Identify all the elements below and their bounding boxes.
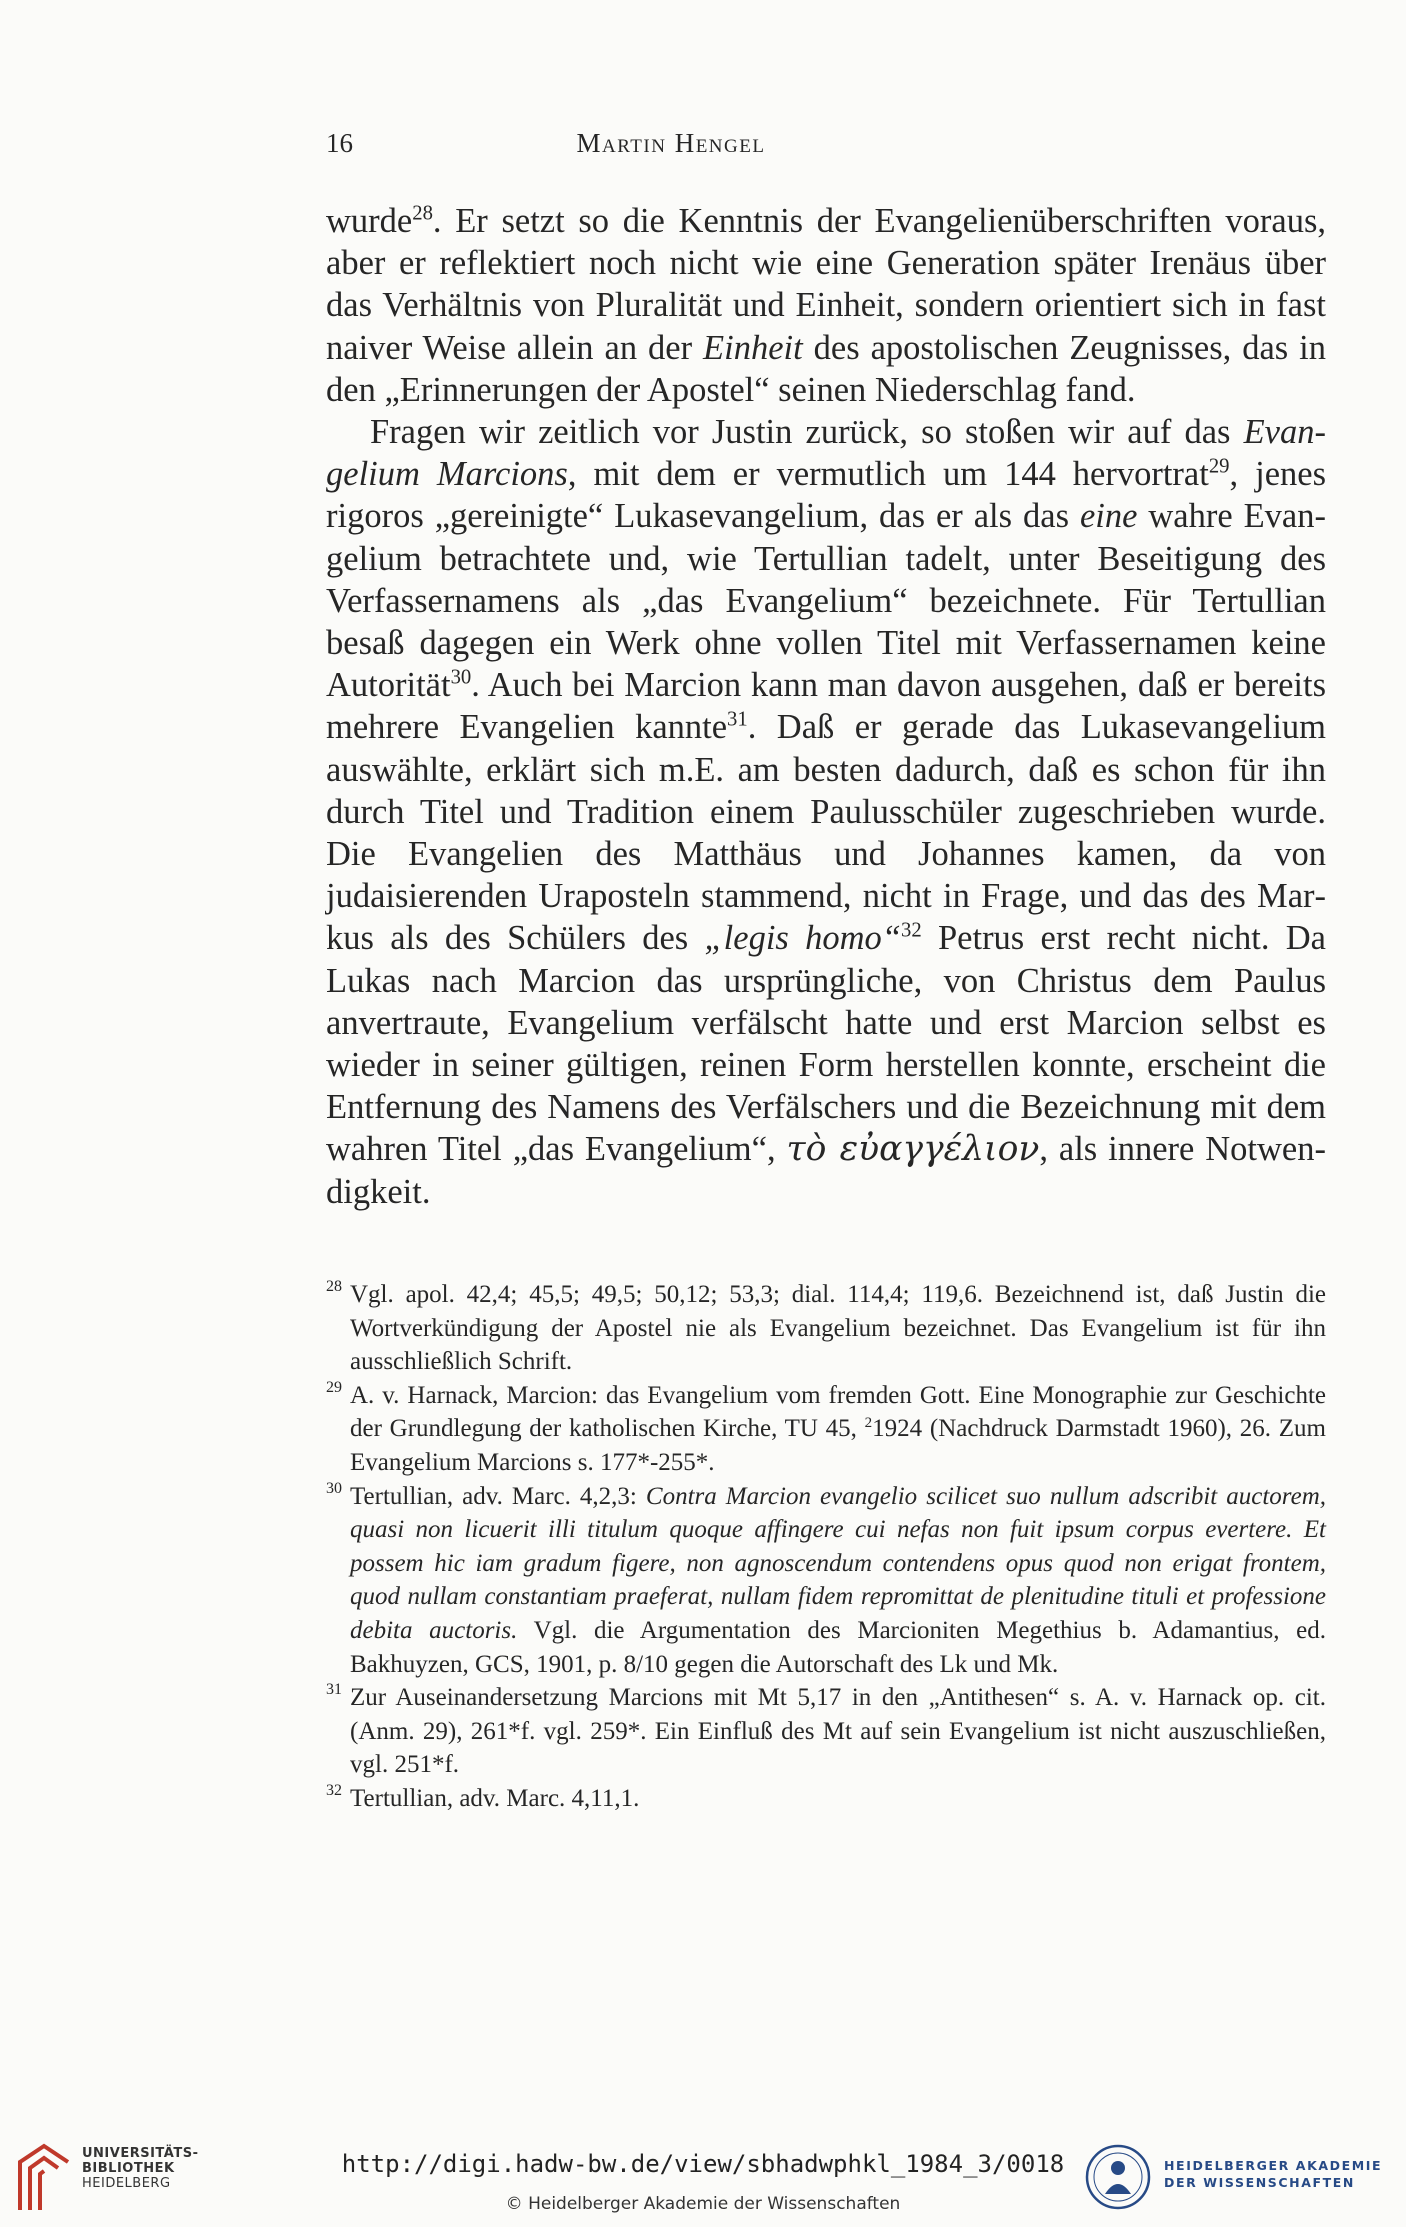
footnote-number: 28 xyxy=(326,1278,342,1295)
footnote-text: Vgl. die Argumentation des Marcioniten Megethius b. Adamantius, ed. Bakhuyzen, GCS, 1901, p. 8/10 gegen die Autorschaft des Lk und Mk. xyxy=(350,1616,1326,1678)
academy-seal-icon[interactable] xyxy=(1085,2144,1151,2210)
footnotes xyxy=(326,1278,1326,1816)
footnote-ref-32[interactable]: 32 xyxy=(901,920,922,943)
running-head-author: Martin Hengel xyxy=(576,128,766,158)
footnote-latin-quote: Contra Marcion evangelio scilicet suo nullum adscribit auctorem, quasi non licuerit illi titulum quoque affingere cui nefas non fuit ipsum corpus evertere. Et possem hic iam gradum figere, non agnoscendum contendens opus quod non erigat frontem, quod nullam constantiam praeferat, nullam fidem repromittat de plenitudine tituli et professione debita auctoris. xyxy=(350,1482,1326,1644)
footnote-ref-28[interactable]: 28 xyxy=(412,202,433,225)
footnote-text: 1924 (Nachdruck Darmstadt 1960), 26. Zum Evangelium Marcions s. 177*-255*. xyxy=(350,1415,1326,1476)
library-name-line: HEIDELBERG xyxy=(82,2176,171,2191)
footnote-number: 30 xyxy=(326,1479,342,1497)
italic-run: eine xyxy=(1079,497,1138,536)
footnote-text: Vgl. apol. 42,4; 45,5; 49,5; 50,12; 53,3; dial. 114,4; 119,6. Bezeichnend ist, daß Justin die Wortverkündigung der Apostel nie als Evangelium bezeichnet. Das Evangelium ist für ihn ausschließlich Schrift. xyxy=(350,1281,1326,1376)
text-run: . Auch bei Marcion kann man davon ausgehen, daß er bereits mehrere Evangelien kannte xyxy=(326,666,1326,747)
footnote-28 xyxy=(326,1278,1326,1379)
text-run: Petrus erst recht nicht. Da Lukas nach Marcion das ursprüngliche, von Christus dem Paulus anvertraute, Evangelium verfälscht hatte und erst Marcion selbst es wieder in seiner gültigen, reinen Form herstellen konnte, erscheint die Entfernung des Namens des Verfälschers und die Bezeichnung mit dem wahren Titel „das Evangelium“, xyxy=(326,919,1326,1169)
text-run: Fragen wir zeitlich vor Justin zurück, so stoßen wir auf das xyxy=(370,413,1244,452)
academy-name-line: DER WISSENSCHAFTEN xyxy=(1164,2175,1355,2190)
text-run: wurde xyxy=(326,202,413,240)
text-run: , jenes rigoros „gereinigte“ Lukasevangelium, das er als das xyxy=(326,455,1327,536)
academy-name xyxy=(1164,2157,1382,2191)
footnote-ref-30[interactable]: 30 xyxy=(450,666,472,689)
paragraph-2 xyxy=(326,411,1326,1213)
italic-run: Einheit xyxy=(703,328,803,367)
edition-number: 2 xyxy=(864,1415,873,1432)
text-run: . Daß er gerade das Lukasevangelium auswählte, erklärt sich m.E. am besten dadurch, daß es schon für ihn durch Titel und Tradition einem Paulusschüler zugeschrieben wurde. Die Evangelien des Matthäus und Johannes kamen, da von judaisierenden Uraposteln stammend, nicht in Frage, und das des Markus als des Schülers des xyxy=(326,708,1326,958)
library-name-line: BIBLIOTHEK xyxy=(82,2161,175,2176)
copyright-notice: © Heidelberger Akademie der Wissenschaften xyxy=(505,2194,901,2214)
footnote-32 xyxy=(326,1782,1326,1816)
digitization-footer xyxy=(0,2130,1406,2227)
running-head xyxy=(326,128,1326,168)
italic-run: „legis homo“ xyxy=(704,919,901,958)
paragraph-1 xyxy=(326,200,1326,411)
footnote-number: 32 xyxy=(326,1781,342,1799)
italic-run: Evangelium Marcions xyxy=(326,413,1326,494)
page-number: 16 xyxy=(326,128,353,158)
footnote-text: Tertullian, adv. Marc. 4,2,3: xyxy=(350,1482,646,1510)
footnote-31 xyxy=(326,1681,1326,1782)
library-name-line: UNIVERSITÄTS- xyxy=(82,2146,199,2161)
academy-name-line: HEIDELBERGER AKADEMIE xyxy=(1164,2158,1383,2173)
body-text xyxy=(326,200,1326,1213)
text-run: , mit dem er vermutlich um 144 hervortrat xyxy=(567,455,1209,494)
text-run: wahre Evangelium betrachtete und, wie Tertullian tadelt, unter Beseitigung des Verfassernamens als „das Evangelium“ bezeichnete. Für Tertullian besaß dagegen ein Werk ohne vollen Titel mit Verfassernamen keine Autorität xyxy=(326,497,1326,705)
footnote-text: Zur Auseinandersetzung Marcions mit Mt 5,17 in den „Antithesen“ s. A. v. Harnack op. cit. (Anm. 29), 261*f. vgl. 259*. Ein Einfluß des Mt auf sein Evangelium ist nicht auszuschließen, vgl. 251*f. xyxy=(350,1684,1326,1779)
greek-run: τὸ εὐαγγέλιον xyxy=(786,1129,1040,1170)
text-run: . Er setzt so die Kenntnis der Evangelienüberschriften voraus, aber er reflektiert noch nicht wie eine Generation später Irenäus über das Verhältnis von Pluralität und Einheit, sondern orientiert sich in fast naiver Weise allein an der xyxy=(326,202,1326,367)
footnote-ref-29[interactable]: 29 xyxy=(1208,455,1230,478)
footnote-number: 29 xyxy=(326,1378,342,1396)
footnote-text: A. v. Harnack, Marcion: das Evangelium vom fremden Gott. Eine Monographie zur Geschichte der Grundlegung der katholischen Kirche, TU 45, xyxy=(350,1381,1326,1443)
footnote-29 xyxy=(326,1379,1326,1480)
footnote-ref-31[interactable]: 31 xyxy=(727,709,748,732)
text-run: des apostolischen Zeugnisses, das in den „Erinnerungen der Apostel“ seinen Niederschlag fand. xyxy=(326,328,1326,409)
footnote-text: Tertullian, adv. Marc. 4,11,1. xyxy=(350,1784,640,1812)
footnote-30 xyxy=(326,1480,1326,1682)
text-run: , als innere Notwendigkeit. xyxy=(326,1130,1326,1211)
source-url-link[interactable]: http://digi.hadw-bw.de/view/sbhadwphkl_1984_3/0018 xyxy=(341,2150,1065,2178)
footnote-number: 31 xyxy=(326,1681,342,1699)
